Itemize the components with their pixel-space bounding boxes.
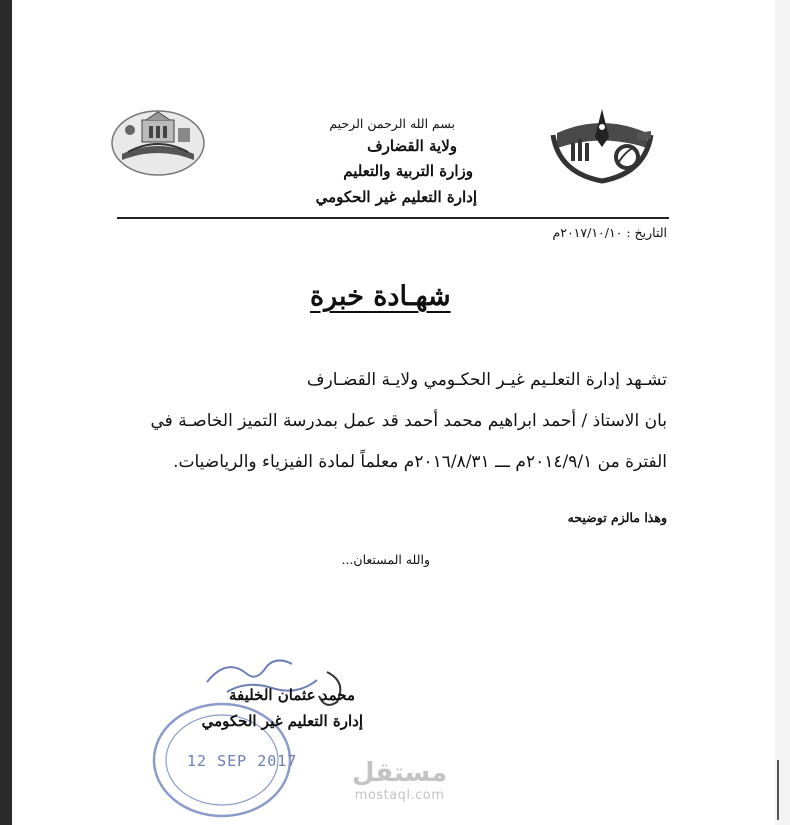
ministry-name: وزارة التربية والتعليم [343,162,473,180]
page-title: شهـادة خبرة [310,281,451,312]
header-divider [117,217,669,219]
body-line-2: بان الاستاذ / أحمد ابراهيم محمد أحمد قد عمل بمدرسة التميز الخاصـة في [150,411,667,431]
closing-salutation: والله المستعان... [341,552,430,567]
basmala: بسم الله الرحمن الرحيم [329,116,455,131]
signatory-title: إدارة التعليم غير الحكومي [201,712,363,730]
state-emblem-logo [108,108,208,178]
watermark-arabic: مستقل [352,758,448,788]
stamp-date: 12 SEP 2017 [187,752,298,770]
department-name: إدارة التعليم غير الحكومي [315,188,477,206]
watermark-latin: mostaql.com [354,788,445,803]
page-edge [775,0,790,825]
signatory-name: محمد عثمان الخليفة [229,686,355,704]
date-line: التاريخ : ٢٠١٧/١٠/١٠م [552,225,667,240]
body-line-1: تشـهد إدارة التعلـيم غيـر الحكـومي ولايـة القضـارف [306,370,667,390]
body-line-3: الفترة من ٢٠١٤/٩/١م ـــ ٢٠١٦/٨/٣١م معلماً لمادة الفيزياء والرياضيات. [173,452,667,472]
closing-statement: وهذا مالزم توضيحه [567,510,667,525]
state-name: ولاية القضارف [367,137,457,155]
certificate-page [12,0,775,825]
mostaql-watermark [352,758,447,803]
ministry-emblem-logo [547,103,657,185]
